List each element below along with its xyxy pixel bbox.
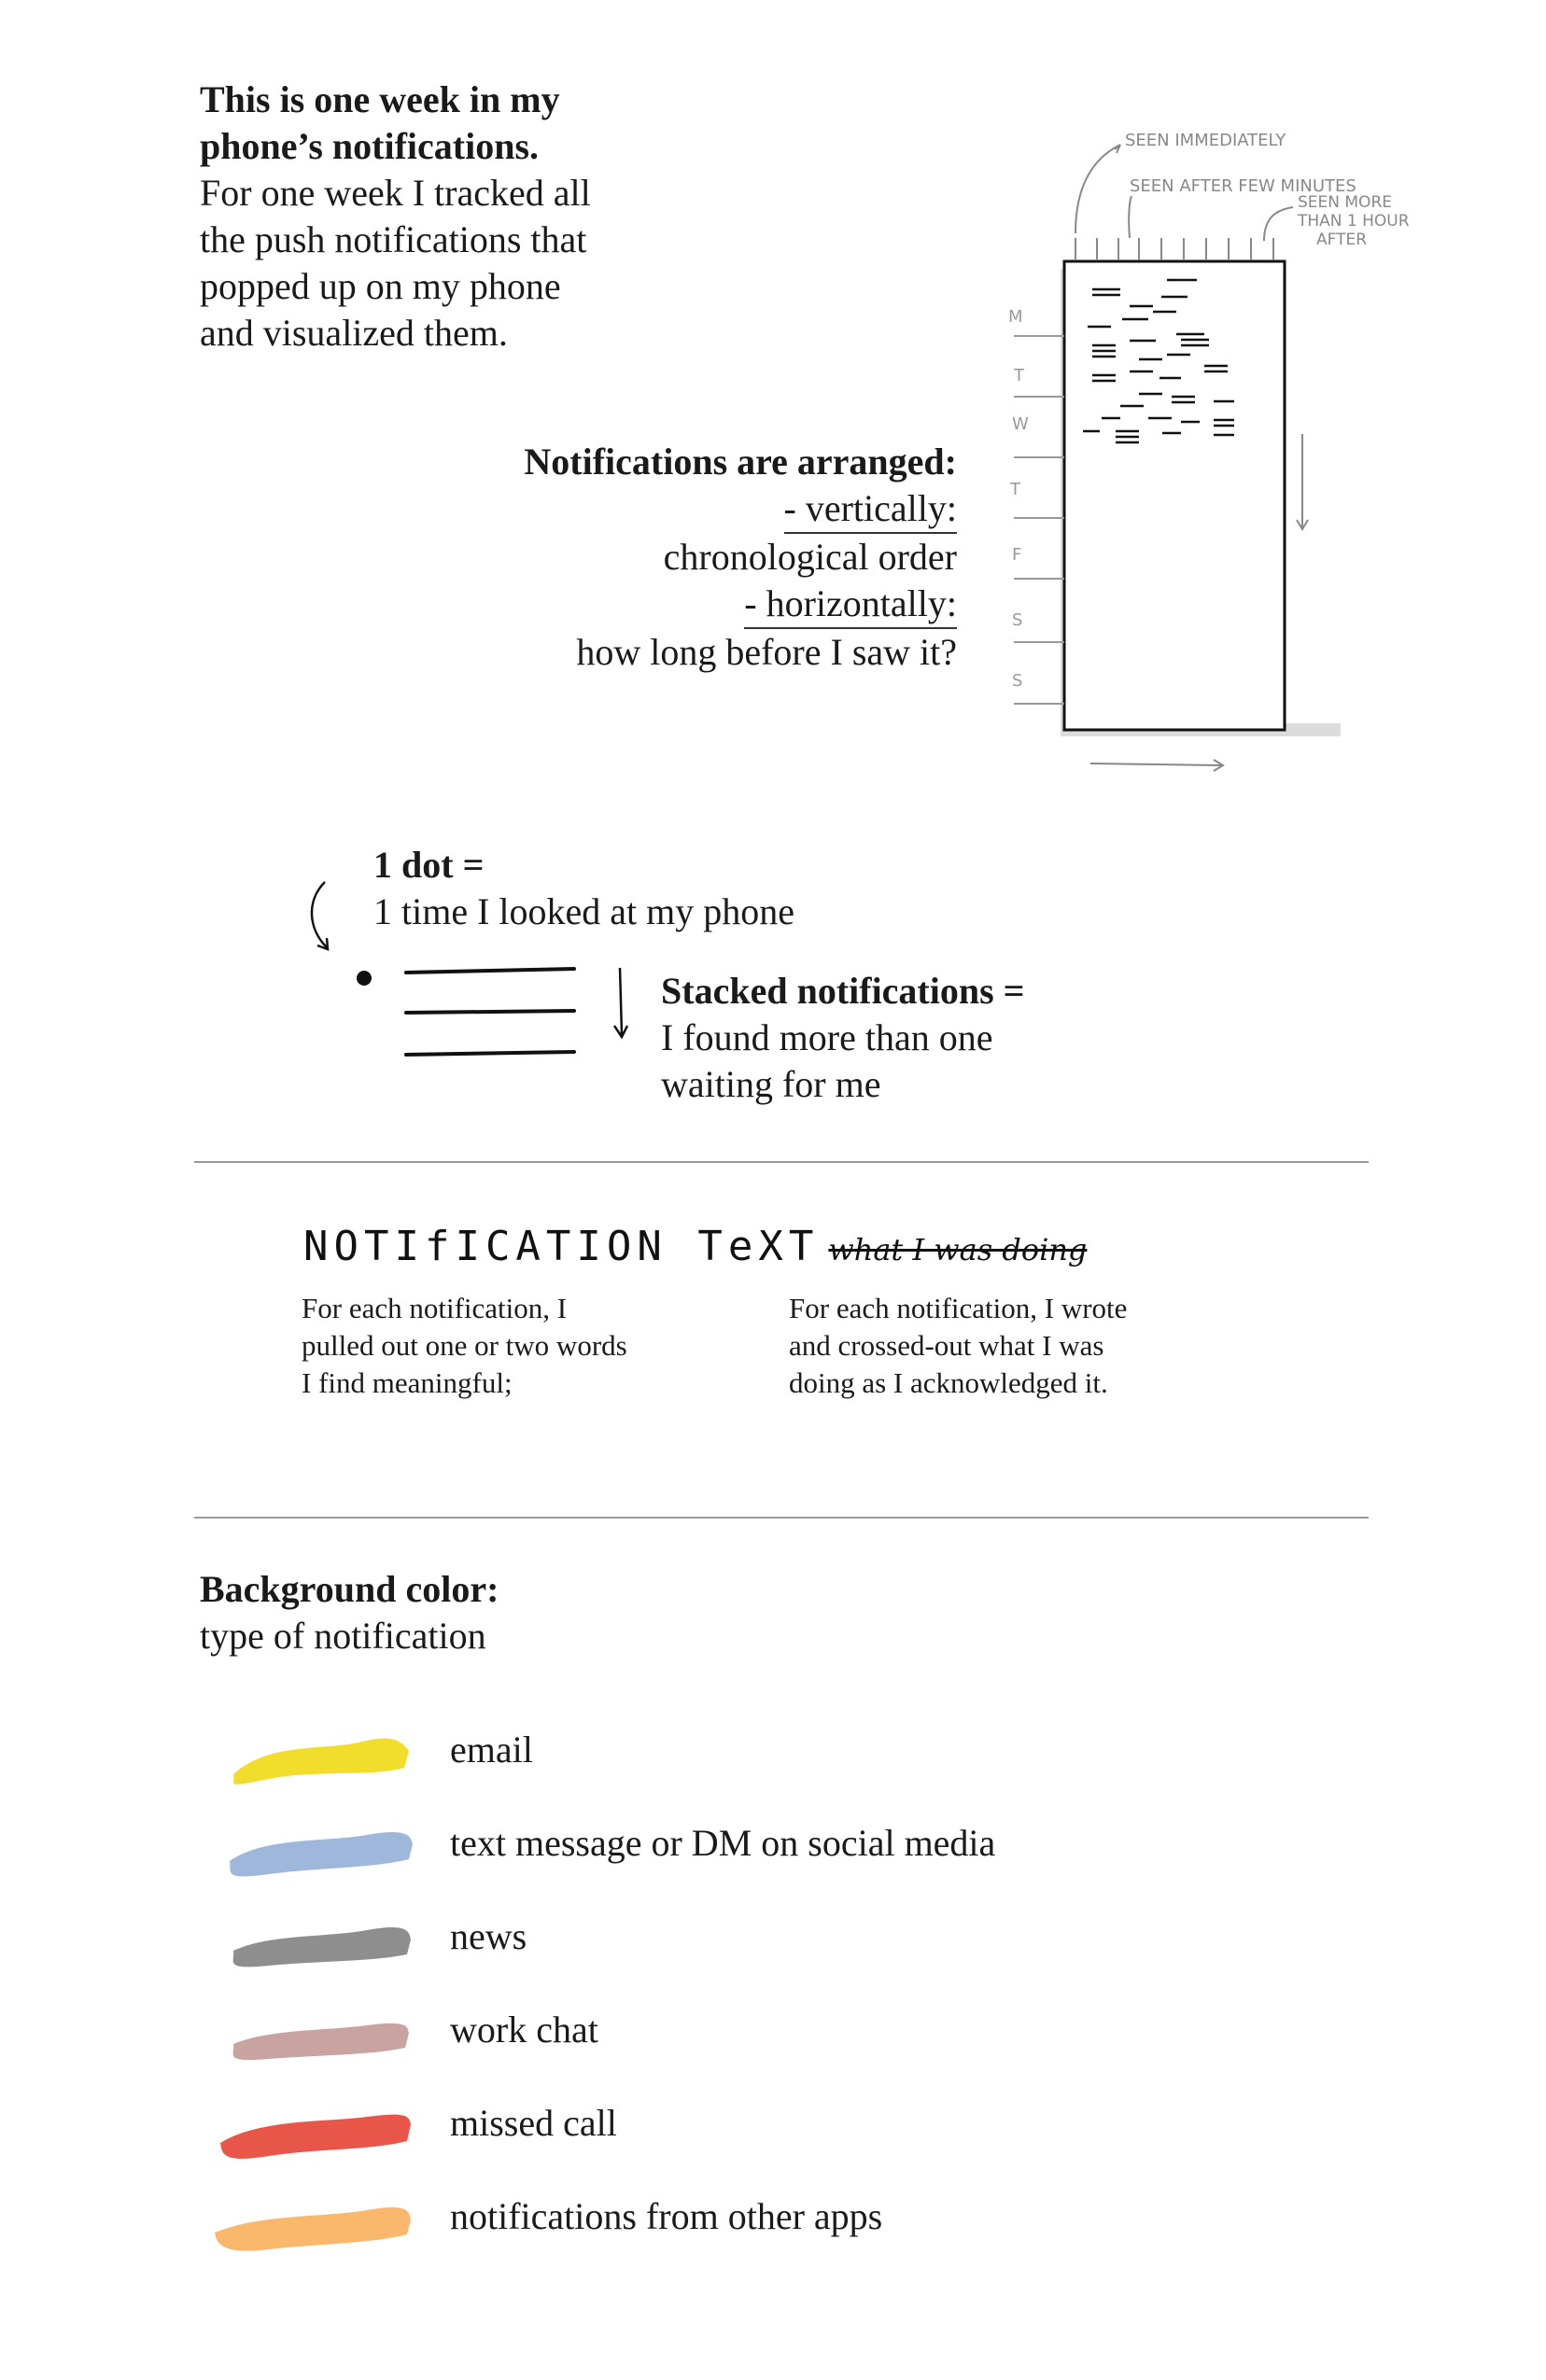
time-arrow-icon — [1090, 763, 1221, 765]
dot-legend-heading: 1 dot = — [373, 844, 485, 886]
notification-text-title: NOTIfICATION TeXT — [303, 1223, 820, 1270]
intro-title-line2: phone’s notifications. — [200, 125, 540, 167]
top-ticks — [1075, 238, 1273, 259]
horizontal-label: - horizontally: — [744, 581, 957, 629]
curved-arrow-icon — [312, 882, 327, 947]
seen-more-label-2: THAN 1 HOUR — [1298, 212, 1410, 231]
seen-more-label-1: SEEN MORE — [1298, 193, 1392, 212]
day-label: T — [1010, 480, 1020, 499]
text-message-swatch — [213, 1816, 418, 1891]
notification-text-strike: what I was doing — [828, 1232, 1088, 1267]
day-label: M — [1008, 307, 1023, 327]
intro-title-line1: This is one week in my — [200, 78, 560, 120]
divider-2 — [194, 1517, 1369, 1519]
intro-body-line2: the push notifications that — [200, 218, 587, 260]
background-color-block — [200, 1566, 853, 1659]
dot-icon — [357, 971, 372, 986]
day-label: S — [1012, 610, 1023, 630]
legend-label: email — [450, 1729, 533, 1771]
legend-item-news — [213, 1910, 1146, 1994]
arrangement-block — [392, 439, 957, 676]
notification-text-right — [789, 1290, 1312, 1402]
arrow-immediately-icon — [1075, 145, 1120, 233]
seen-after-minutes-label: SEEN AFTER FEW MINUTES — [1130, 176, 1356, 196]
legend-item-other-apps — [213, 2190, 1146, 2274]
work-chat-swatch — [213, 2003, 418, 2078]
legend-item-missed-call — [213, 2096, 1146, 2180]
arrow-minutes-icon — [1129, 196, 1131, 238]
left-line2: pulled out one or two words — [302, 1329, 627, 1362]
background-color-desc: type of notification — [200, 1615, 486, 1657]
down-arrow-icon — [607, 966, 635, 1041]
stacked-legend-heading: Stacked notifications = — [661, 970, 1025, 1012]
day-label: S — [1012, 671, 1023, 691]
stacked-lines-icon — [406, 969, 574, 1055]
background-color-heading: Background color: — [200, 1568, 499, 1610]
week-diagram — [990, 121, 1438, 784]
seen-immediately-label: SEEN IMMEDIATELY — [1125, 131, 1286, 150]
legend-item-work-chat — [213, 2003, 1146, 2087]
news-swatch — [213, 1910, 418, 1984]
legend-label: work chat — [450, 2009, 598, 2051]
notification-text-title-row — [303, 1223, 1087, 1270]
other-apps-swatch — [213, 2190, 418, 2264]
stacked-legend — [661, 968, 1314, 1108]
horizontal-desc: how long before I saw it? — [576, 631, 957, 673]
legend-item-email — [213, 1723, 1146, 1807]
dot-legend-sketch — [299, 873, 597, 1069]
notification-text-left — [302, 1290, 768, 1402]
day-label: F — [1012, 545, 1022, 565]
day-lines — [1014, 336, 1064, 704]
email-swatch — [213, 1723, 418, 1798]
legend-label: missed call — [450, 2102, 617, 2144]
day-labels — [1008, 307, 1029, 691]
right-line3: doing as I acknowledged it. — [789, 1366, 1108, 1399]
intro-block — [200, 77, 760, 357]
legend-item-text-message — [213, 1816, 1146, 1900]
vertical-desc: chronological order — [663, 536, 957, 578]
left-line1: For each notification, I — [302, 1292, 568, 1324]
arrangement-heading: Notifications are arranged: — [524, 441, 957, 483]
legend-label: text message or DM on social media — [450, 1822, 996, 1864]
day-label: W — [1012, 414, 1029, 434]
vertical-label: - vertically: — [784, 485, 957, 534]
dot-legend-desc: 1 time I looked at my phone — [373, 890, 795, 932]
right-line1: For each notification, I wrote — [789, 1292, 1128, 1324]
arrow-hour-icon — [1264, 207, 1293, 241]
intro-body-line4: and visualized them. — [200, 312, 508, 354]
day-label: T — [1014, 366, 1024, 385]
right-line2: and crossed-out what I was — [789, 1329, 1104, 1362]
left-line3: I find meaningful; — [302, 1366, 513, 1399]
legend-label: notifications from other apps — [450, 2195, 883, 2237]
legend-label: news — [450, 1915, 527, 1957]
week-box — [1064, 261, 1285, 730]
stacked-legend-desc-2: waiting for me — [661, 1063, 881, 1105]
intro-body-line3: popped up on my phone — [200, 265, 561, 307]
divider-1 — [194, 1161, 1369, 1163]
intro-body-line1: For one week I tracked all — [200, 172, 591, 214]
missed-call-swatch — [213, 2096, 418, 2171]
seen-more-label-3: AFTER — [1316, 231, 1368, 249]
stacked-legend-desc-1: I found more than one — [661, 1016, 993, 1058]
